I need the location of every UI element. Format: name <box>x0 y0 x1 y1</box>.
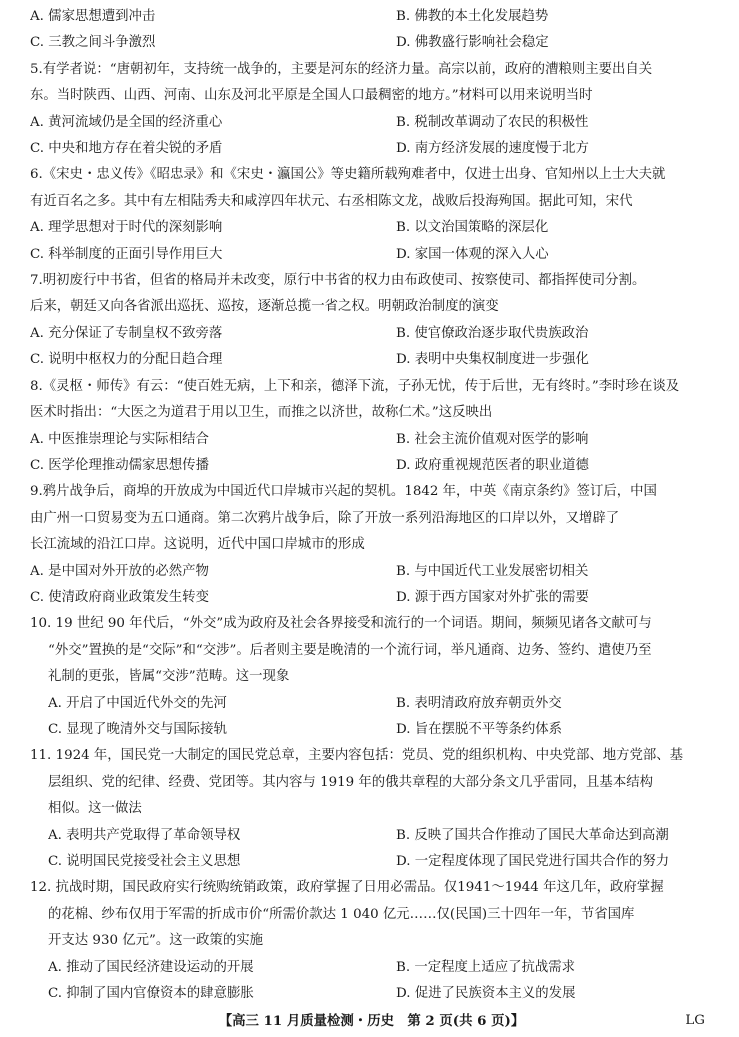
q6-line-1: 6.《宋史・忠义传》《昭忠录》和《宋史・瀛国公》等史籍所载殉难者中，仅进士出身、官知州以上士大夫就 <box>30 167 666 183</box>
q4-option-c: C. 三教之间斗争激烈 <box>30 35 156 51</box>
q12-line-3: 开支达 930 亿元”。这一政策的实施 <box>48 933 263 949</box>
q9-option-a: A. 是中国对外开放的必然产物 <box>30 563 209 579</box>
page-footer <box>30 1008 713 1034</box>
q10-line-2: “外交”置换的是“交际”和“交涉”。后者则主要是晚清的一个流行词，举凡通商、边务、签约、遣使乃至 <box>48 642 652 658</box>
question-5 <box>30 57 713 163</box>
q9-line-2: 由广州一口贸易变为五口通商。第二次鸦片战争后，除了开放一系列沿海地区的口岸以外，又增辟了 <box>30 510 620 526</box>
q7-option-a: A. 充分保证了专制皇权不致旁落 <box>30 325 223 341</box>
q9-option-d: D. 源于西方国家对外扩张的需要 <box>396 589 589 605</box>
q7-line-1: 7.明初废行中书省，但省的格局并未改变，原行中书省的权力由布政使司、按察使司、都指挥使司分割。 <box>30 273 646 289</box>
q11-line-2: 层组织、党的纪律、经费、党团等。其内容与 1919 年的俄共章程的大部分条文几乎雷同，且基本结构 <box>48 774 653 790</box>
q4-option-a: A. 儒家思想遭到冲击 <box>30 9 156 24</box>
q12-option-c: C. 抑制了国内官僚资本的肆意膨胀 <box>48 986 254 1002</box>
q8-option-d: D. 政府重视规范医者的职业道德 <box>396 457 589 473</box>
q4-option-b: B. 佛教的本土化发展趋势 <box>396 9 549 24</box>
q11-option-d: D. 一定程度体现了国民党进行国共合作的努力 <box>396 854 670 869</box>
q11-line-1: 11. 1924 年，国民党一大制定的国民党总章，主要内容包括：党员、党的组织机构、中央党部、地方党部、基 <box>30 748 684 764</box>
q5-line-2: 东。当时陕西、山西、河南、山东及河北平原是全国人口最稠密的地方。”材料可以用来说明当时 <box>30 88 593 104</box>
question-11 <box>30 743 713 875</box>
q10-option-c: C. 显现了晚清外交与国际接轨 <box>48 721 227 737</box>
q6-option-c: C. 科举制度的正面引导作用巨大 <box>30 246 223 262</box>
q6-option-b: B. 以文治国策略的深层化 <box>396 220 549 236</box>
q11-option-a: A. 表明共产党取得了革命领导权 <box>48 827 241 843</box>
question-6 <box>30 162 713 268</box>
q8-line-2: 医术时指出：“大医之为道君于用以卫生，而推之以济世，故称仁术。”这反映出 <box>30 405 493 421</box>
q11-option-c: C. 说明国民党接受社会主义思想 <box>48 854 241 869</box>
q6-option-d: D. 家国一体观的深入人心 <box>396 246 549 262</box>
q9-option-b: B. 与中国近代工业发展密切相关 <box>396 563 589 579</box>
q9-line-1: 9.鸦片战争后，商埠的开放成为中国近代口岸城市兴起的契机。1842 年，中英《南京条约》签订后，中国 <box>30 484 657 500</box>
question-10 <box>30 611 713 743</box>
question-12 <box>30 875 713 1007</box>
footer-code: LG <box>685 1013 705 1028</box>
q5-line-1: 5.有学者说：“唐朝初年，支持统一战争的，主要是河东的经济力量。高宗以前，政府的漕粮则主要出自关 <box>30 61 653 77</box>
q7-option-c: C. 说明中枢权力的分配日趋合理 <box>30 352 223 368</box>
q12-option-b: B. 一定程度上适应了抗战需求 <box>396 959 576 975</box>
q7-line-2: 后来，朝廷又向各省派出巡抚、巡按，逐渐总揽一省之权。明朝政治制度的演变 <box>30 299 499 315</box>
q5-option-c: C. 中央和地方存在着尖锐的矛盾 <box>30 141 223 157</box>
q11-line-3: 相似。这一做法 <box>48 801 142 817</box>
q9-option-c: C. 使清政府商业政策发生转变 <box>30 589 209 605</box>
q10-option-b: B. 表明清政府放弃朝贡外交 <box>396 695 562 711</box>
q11-option-b: B. 反映了国共合作推动了国民大革命达到高潮 <box>396 827 669 843</box>
q9-line-3: 长江流域的沿江口岸。这说明，近代中国口岸城市的形成 <box>30 537 365 553</box>
q10-option-d: D. 旨在摆脱不平等条约体系 <box>396 721 563 737</box>
q12-option-a: A. 推动了国民经济建设运动的开展 <box>48 959 254 975</box>
q10-line-1: 10. 19 世纪 90 年代后，“外交”成为政府及社会各界接受和流行的一个词语。期间，频频见诸各文献可与 <box>30 616 652 632</box>
q6-option-a: A. 理学思想对于时代的深刻影响 <box>30 220 223 236</box>
q10-option-a: A. 开启了中国近代外交的先河 <box>48 695 227 711</box>
q6-line-2: 有近百名之多。其中有左相陆秀夫和咸淳四年状元、右丞相陈文龙，战败后投海殉国。据此可知，宋代 <box>30 193 633 209</box>
question-7 <box>30 268 713 374</box>
q10-line-3: 礼制的更张，皆属“交涉”范畴。这一现象 <box>48 669 290 685</box>
footer-title: 【高三 11 月质量检测・历史 第 2 页(共 6 页)】 <box>218 1013 525 1029</box>
q5-option-d: D. 南方经济发展的速度慢于北方 <box>396 141 589 157</box>
q8-option-b: B. 社会主流价值观对医学的影响 <box>396 431 589 447</box>
q8-option-c: C. 医学伦理推动儒家思想传播 <box>30 457 209 473</box>
question-8 <box>30 374 713 480</box>
question-9 <box>30 479 713 611</box>
q5-option-a: A. 黄河流域仍是全国的经济重心 <box>30 114 223 130</box>
q7-option-b: B. 使官僚政治逐步取代贵族政治 <box>396 325 589 341</box>
q8-option-a: A. 中医推崇理论与实际相结合 <box>30 431 209 447</box>
q12-line-2: 的花棉、纱布仅用于军需的折成市价“所需价款达 1 040 亿元……仅(民国)三十四年一年，节省国库 <box>48 906 635 922</box>
q12-line-1: 12. 抗战时期，国民政府实行统购统销政策，政府掌握了日用必需品。仅1941～1944 年这几年，政府掌握 <box>30 880 664 896</box>
q5-option-b: B. 税制改革调动了农民的积极性 <box>396 114 589 130</box>
question-4-options <box>30 4 713 57</box>
q4-option-d: D. 佛教盛行影响社会稳定 <box>396 35 549 51</box>
q8-line-1: 8.《灵枢・师传》有云：“使百姓无病，上下和亲，德泽下流，子孙无忧，传于后世，无有终时。”李时珍在谈及 <box>30 378 680 394</box>
q12-option-d: D. 促进了民族资本主义的发展 <box>396 986 576 1002</box>
q7-option-d: D. 表明中央集权制度进一步强化 <box>396 352 589 368</box>
